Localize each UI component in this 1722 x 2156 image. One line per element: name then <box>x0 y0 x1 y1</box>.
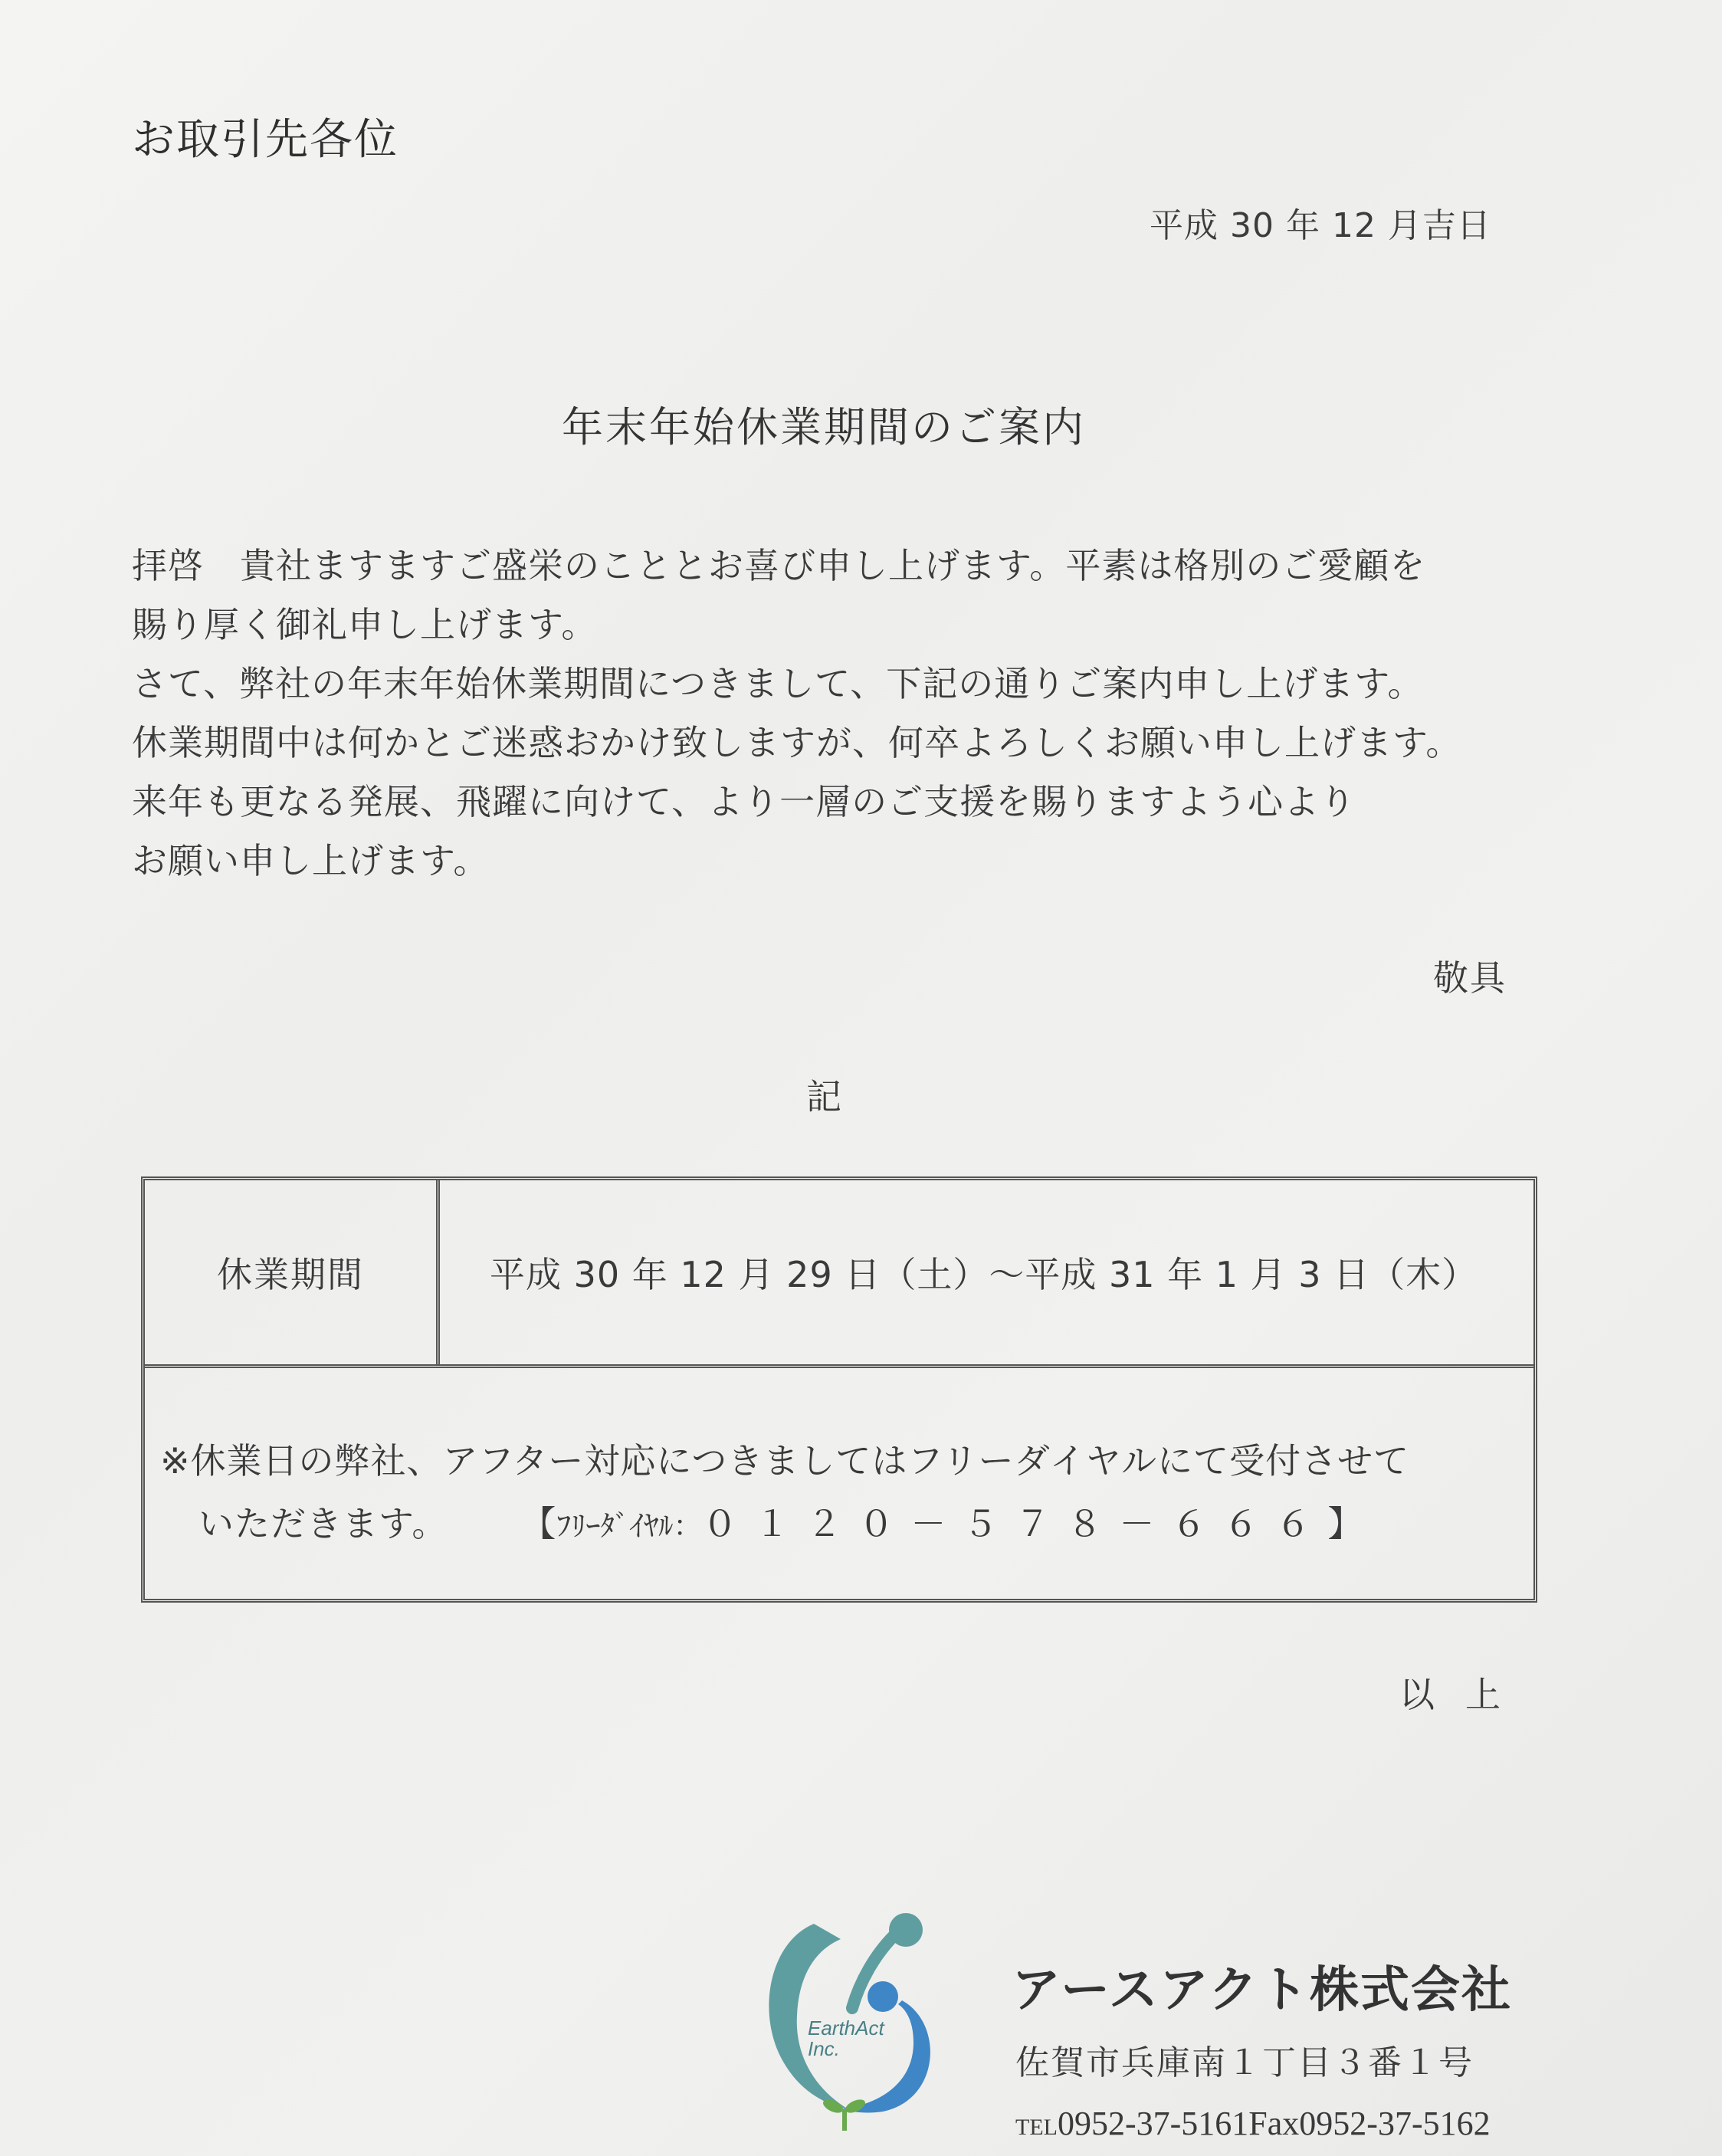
body-line: 来年も更なる発展、飛躍に向けて、より一層のご支援を賜りますよう心より <box>132 781 1356 822</box>
fax-label: Fax <box>1248 2105 1300 2142</box>
company-name: アースアクト株式会社 <box>1012 1962 1512 2019</box>
note-line-1: ※休業日の弊社、アフター対応につきましてはフリーダイヤルにて受付させて <box>160 1440 1410 1482</box>
period-label: 休業期間 <box>145 1180 440 1364</box>
freedial-open-bracket: 【 <box>520 1503 557 1544</box>
body-line: さて、弊社の年末年始休業期間につきまして、下記の通りご案内申し上げます。 <box>132 663 1424 704</box>
body-text <box>132 537 1634 891</box>
holiday-info-table <box>141 1176 1537 1603</box>
closing-keigu: 敬具 <box>1433 957 1507 999</box>
document-date: 平成 30 年 12 月吉日 <box>1150 206 1491 245</box>
body-line: お願い申し上げます。 <box>132 840 490 881</box>
logo-blue-dot <box>868 1981 898 2012</box>
body-line: 賜り厚く御礼申し上げます。 <box>132 604 598 645</box>
period-row <box>145 1180 1533 1368</box>
note-row <box>145 1368 1533 1599</box>
note-line-2-text: いただきます。 <box>198 1503 448 1544</box>
company-address: 佐賀市兵庫南１丁目３番１号 <box>1015 2043 1474 2082</box>
ki-heading: 記 <box>806 1076 841 1117</box>
body-line: 休業期間中は何かとご迷惑おかけ致しますが、何卒よろしくお願い申し上げます。 <box>132 722 1462 763</box>
end-mark: 以上 <box>1399 1674 1531 1715</box>
logo-text-line-2: Inc. <box>808 2037 840 2060</box>
company-phone-fax <box>1015 2104 1491 2143</box>
fax-number: 0952-37-5162 <box>1299 2105 1491 2142</box>
freedial-number: ０１２０－５７８－６６６ <box>702 1503 1328 1544</box>
body-line: 拝啓 貴社ますますご盛栄のこととお喜び申し上げます。平素は格別のご愛顧を <box>132 545 1426 586</box>
earthact-logo <box>760 1908 952 2138</box>
freedial-close-bracket: 】 <box>1327 1503 1364 1544</box>
logo-sprout-leaf-right <box>843 2097 867 2116</box>
freedial-label: ﾌﾘｰﾀﾞｲﾔﾙ： <box>556 1509 703 1543</box>
logo-text-line-1: EarthAct <box>808 2017 884 2040</box>
period-value: 平成 30 年 12 月 29 日（土）～平成 31 年 1 月 3 日（木） <box>490 1254 1478 1295</box>
document-title: 年末年始休業期間のご案内 <box>562 403 1086 451</box>
addressee: お取引先各位 <box>132 115 399 165</box>
note-line-2 <box>160 1492 1518 1557</box>
tel-mark: TEL <box>1015 2115 1058 2140</box>
tel-number: 0952-37-5161 <box>1057 2105 1249 2142</box>
